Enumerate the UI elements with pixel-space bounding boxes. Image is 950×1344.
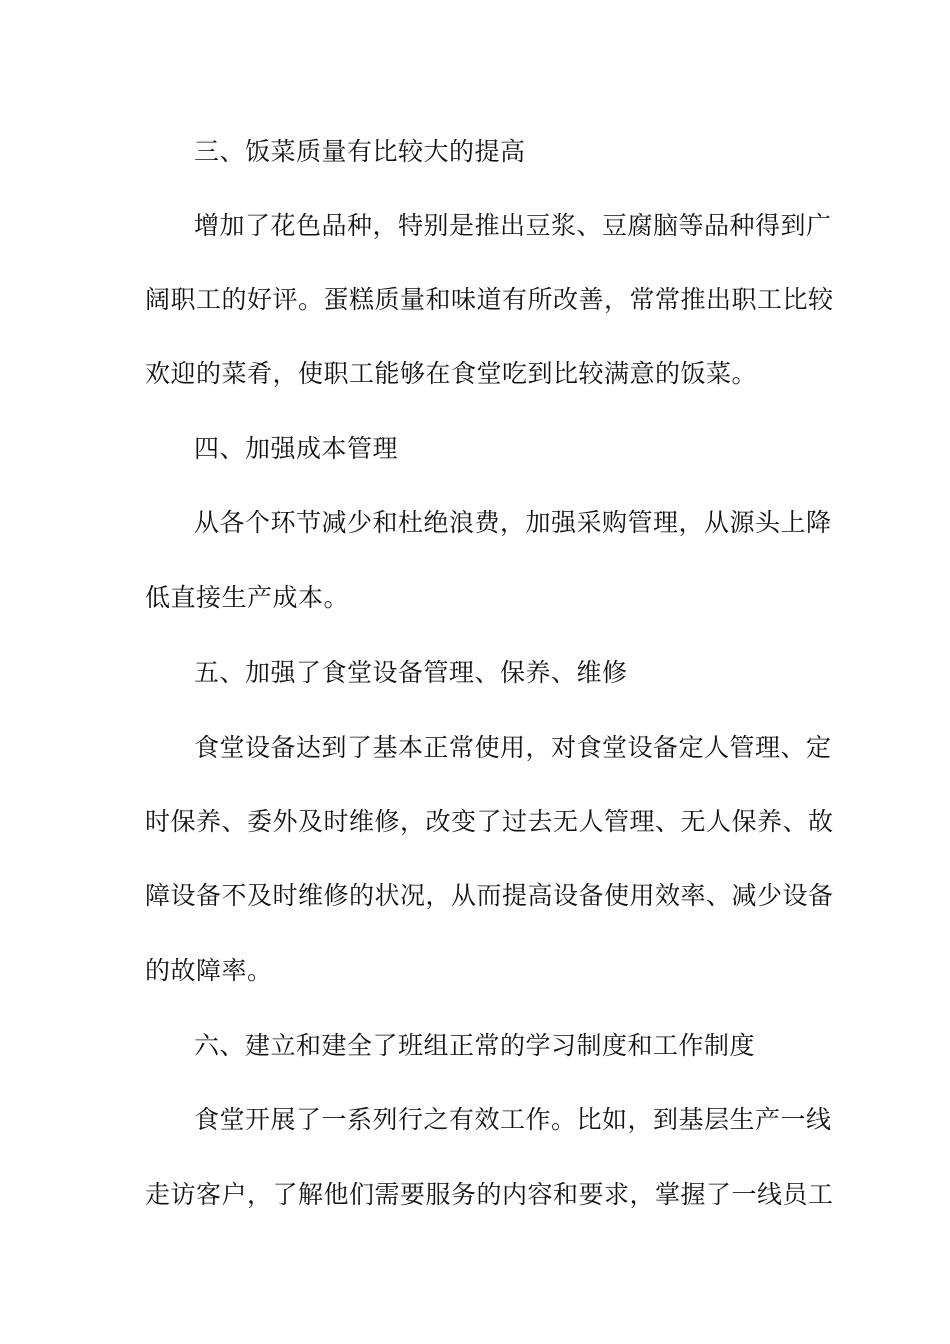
paragraph-line: 欢迎的菜肴，使职工能够在食堂吃到比较满意的饭菜。 <box>145 359 758 388</box>
paragraph-line: 食堂开展了一系列行之有效工作。比如，到基层生产一线 <box>194 1105 832 1134</box>
heading-section-4: 四、加强成本管理 <box>194 434 399 463</box>
paragraph-line: 的故障率。 <box>145 956 273 985</box>
paragraph-line: 从各个环节减少和杜绝浪费，加强采购管理，从源头上降 <box>194 508 832 537</box>
heading-section-3: 三、饭菜质量有比较大的提高 <box>194 137 526 166</box>
heading-section-6: 六、建立和建全了班组正常的学习制度和工作制度 <box>194 1031 756 1060</box>
paragraph-line: 增加了花色品种，特别是推出豆浆、豆腐脑等品种得到广 <box>194 211 832 240</box>
paragraph-line: 时保养、委外及时维修，改变了过去无人管理、无人保养、故 <box>145 807 834 836</box>
paragraph-line: 低直接生产成本。 <box>145 583 350 612</box>
paragraph-line: 障设备不及时维修的状况，从而提高设备使用效率、减少设备 <box>145 881 834 910</box>
paragraph-line: 食堂设备达到了基本正常使用，对食堂设备定人管理、定 <box>194 733 832 762</box>
heading-section-5: 五、加强了食堂设备管理、保养、维修 <box>194 658 628 687</box>
paragraph-line: 走访客户，了解他们需要服务的内容和要求，掌握了一线员工 <box>145 1180 834 1209</box>
paragraph-line: 阔职工的好评。蛋糕质量和味道有所改善，常常推出职工比较 <box>145 285 834 314</box>
